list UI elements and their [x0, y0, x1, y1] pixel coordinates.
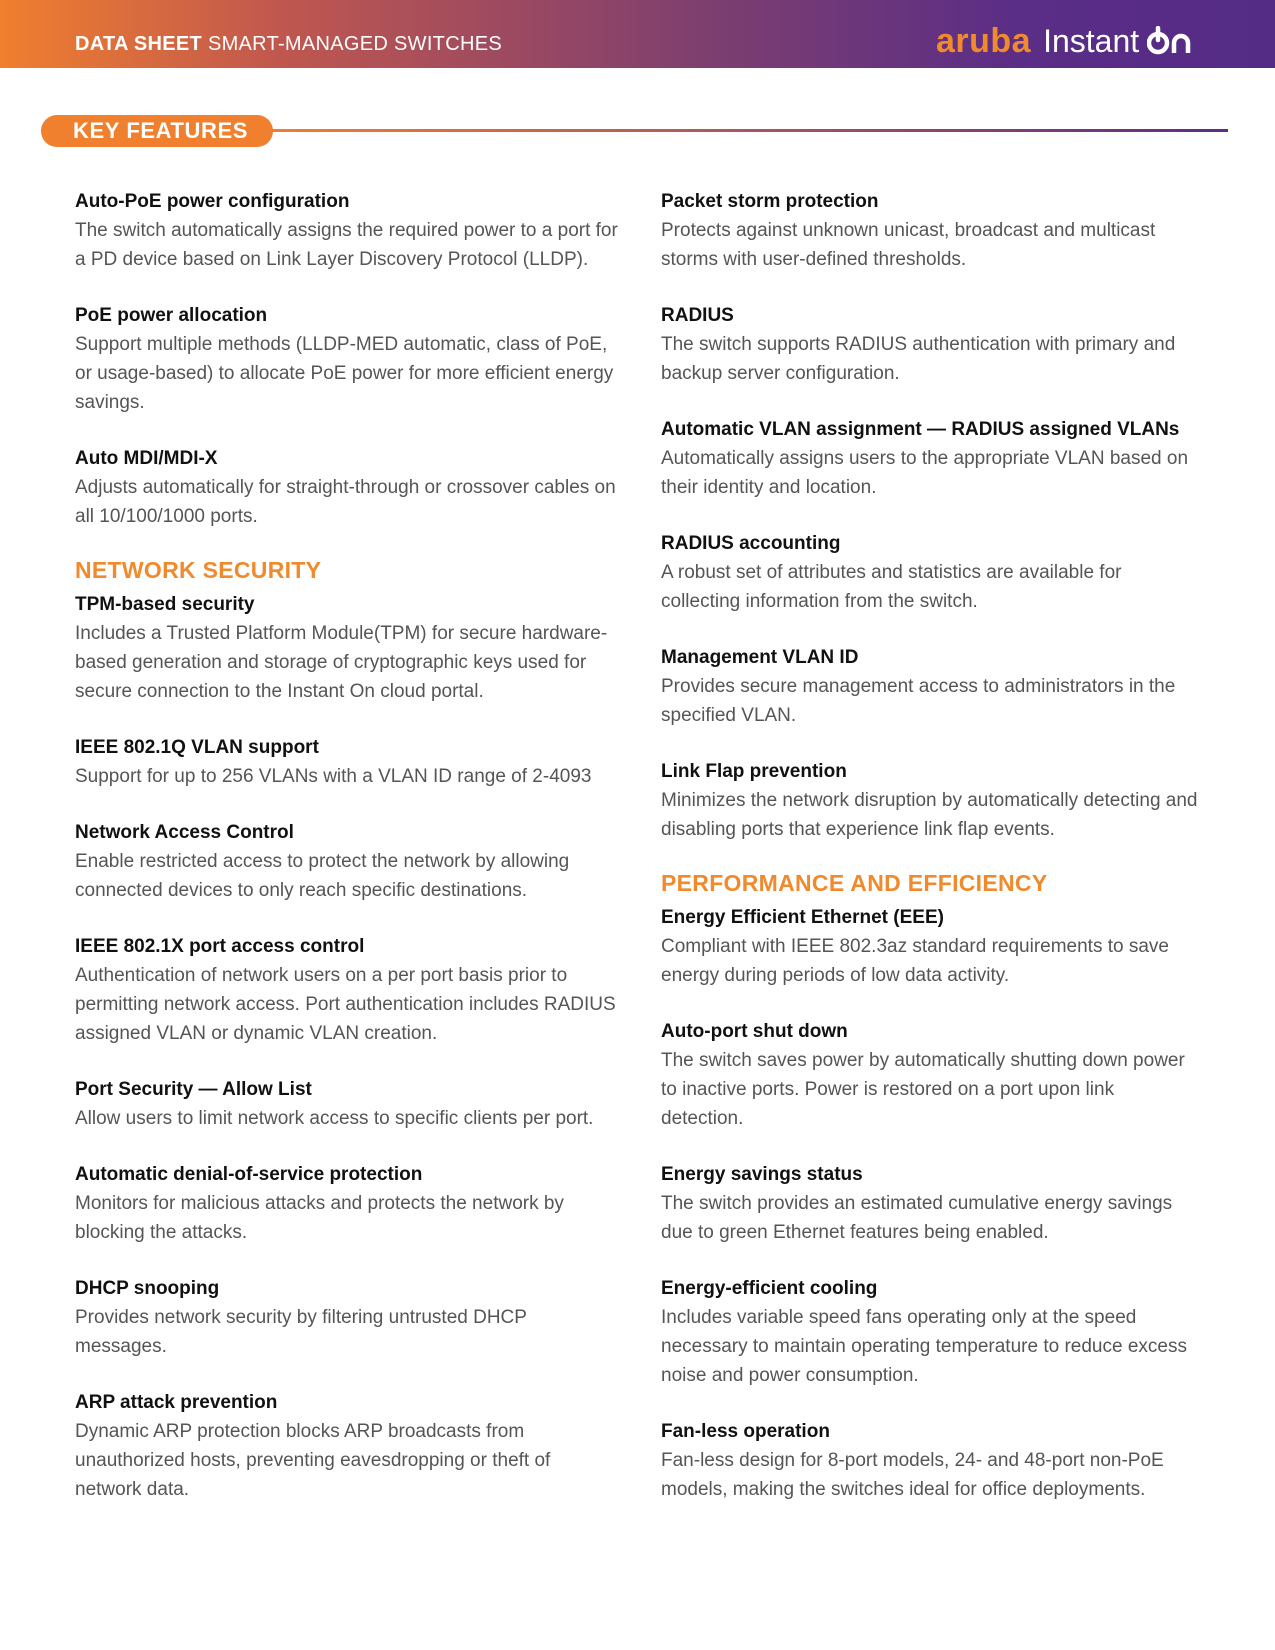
feature-description: Allow users to limit network access to specific clients per port. [75, 1108, 594, 1129]
feature-title: RADIUS [661, 305, 734, 326]
feature-title: Energy Efficient Ethernet (EEE) [661, 907, 944, 928]
feature-description: Provides network security by filtering untrusted DHCP messages. [75, 1307, 527, 1357]
feature-item [75, 1275, 620, 1361]
right-column [661, 188, 1201, 1532]
feature-description: Protects against unknown unicast, broadcast and multicast storms with user-defined thresholds. [661, 220, 1156, 270]
feature-item [661, 1418, 1201, 1504]
left-column [75, 188, 620, 1532]
feature-item [75, 1389, 620, 1504]
logo-on-mark-icon [1147, 26, 1193, 56]
feature-description: Compliant with IEEE 802.3az standard requirements to save energy during periods of low data activity. [661, 936, 1169, 986]
feature-title: Automatic VLAN assignment — RADIUS assigned VLANs [661, 419, 1180, 440]
feature-title: PoE power allocation [75, 305, 268, 326]
feature-title: Auto-port shut down [661, 1021, 848, 1042]
feature-description: Enable restricted access to protect the network by allowing connected devices to only reach specific destinations. [75, 851, 570, 901]
feature-title: DHCP snooping [75, 1278, 220, 1299]
feature-item [75, 1076, 620, 1133]
right-features-a [661, 188, 1201, 844]
feature-item [75, 445, 620, 531]
feature-item [661, 530, 1201, 616]
feature-description: Fan-less design for 8-port models, 24- and 48-port non-PoE models, making the switches ideal for office deployments. [661, 1450, 1164, 1500]
feature-description: Support multiple methods (LLDP-MED automatic, class of PoE, or usage-based) to allocate PoE power for more efficient energy savings. [75, 334, 614, 413]
logo-brand: aruba [936, 21, 1032, 60]
header-title [75, 33, 502, 56]
feature-title: Auto MDI/MDI-X [75, 448, 218, 469]
logo-product: Instant [1043, 22, 1140, 59]
feature-description: Authentication of network users on a per port basis prior to permitting network access. Port authentication includes RADIUS assigned VLAN or dynamic VLAN creation. [75, 965, 616, 1044]
feature-item [75, 933, 620, 1048]
feature-description: Includes variable speed fans operating only at the speed necessary to maintain operating temperature to reduce excess noise and power consumption. [661, 1307, 1187, 1386]
feature-description: Adjusts automatically for straight-through or crossover cables on all 10/100/1000 ports. [75, 477, 616, 527]
feature-description: Automatically assigns users to the appropriate VLAN based on their identity and location. [661, 448, 1189, 498]
feature-description: Support for up to 256 VLANs with a VLAN ID range of 2-4093 [75, 766, 592, 787]
feature-title: Auto-PoE power configuration [75, 191, 350, 212]
feature-item [661, 1161, 1201, 1247]
feature-description: The switch provides an estimated cumulative energy savings due to green Ethernet features being enabled. [661, 1193, 1173, 1243]
feature-title: Automatic denial-of-service protection [75, 1164, 423, 1185]
feature-description: A robust set of attributes and statistics are available for collecting information from the switch. [661, 562, 1122, 612]
feature-title: Fan-less operation [661, 1421, 830, 1442]
feature-item [75, 819, 620, 905]
key-features-rule [262, 129, 1228, 132]
feature-item [661, 644, 1201, 730]
feature-title: Packet storm protection [661, 191, 879, 212]
feature-description: Minimizes the network disruption by automatically detecting and disabling ports that experience link flap events. [661, 790, 1198, 840]
feature-description: Provides secure management access to administrators in the specified VLAN. [661, 676, 1176, 726]
page-header [0, 0, 1275, 68]
feature-item [75, 302, 620, 417]
section-heading-network-security: NETWORK SECURITY [75, 557, 322, 583]
feature-description: The switch saves power by automatically shutting down power to inactive ports. Power is restored on a port upon link detection. [661, 1050, 1185, 1129]
feature-title: Energy-efficient cooling [661, 1278, 878, 1299]
aruba-instant-on-logo [936, 21, 1193, 60]
feature-title: Management VLAN ID [661, 647, 859, 668]
feature-title: Link Flap prevention [661, 761, 847, 782]
feature-description: Includes a Trusted Platform Module(TPM) for secure hardware-based generation and storage of cryptographic keys used for secure connection to the Instant On cloud portal. [75, 623, 608, 702]
feature-item [75, 188, 620, 274]
feature-item [661, 302, 1201, 388]
key-features-label: KEY FEATURES [73, 118, 249, 143]
feature-item [661, 1018, 1201, 1133]
feature-title: Network Access Control [75, 822, 294, 843]
feature-description: The switch supports RADIUS authentication with primary and backup server configuration. [661, 334, 1176, 384]
feature-title: Energy savings status [661, 1164, 863, 1185]
feature-title: TPM-based security [75, 594, 255, 615]
section-heading-performance: PERFORMANCE AND EFFICIENCY [661, 870, 1048, 896]
left-features-a [75, 188, 620, 531]
feature-description: Dynamic ARP protection blocks ARP broadcasts from unauthorized hosts, preventing eavesdropping or theft of network data. [75, 1421, 551, 1500]
feature-item [661, 416, 1201, 502]
feature-description: The switch automatically assigns the required power to a port for a PD device based on Link Layer Discovery Protocol (LLDP). [75, 220, 618, 270]
feature-item [661, 758, 1201, 844]
feature-item [75, 591, 620, 706]
feature-item [661, 1275, 1201, 1390]
feature-title: Port Security — Allow List [75, 1079, 312, 1100]
feature-item [75, 1161, 620, 1247]
right-features-b [661, 904, 1201, 1504]
feature-title: IEEE 802.1Q VLAN support [75, 737, 319, 758]
feature-description: Monitors for malicious attacks and protects the network by blocking the attacks. [75, 1193, 564, 1243]
feature-title: IEEE 802.1X port access control [75, 936, 365, 957]
feature-item [75, 734, 620, 791]
feature-item [661, 904, 1201, 990]
feature-title: RADIUS accounting [661, 533, 841, 554]
feature-title: ARP attack prevention [75, 1392, 278, 1413]
header-title-bold: DATA SHEET [75, 33, 203, 55]
feature-item [661, 188, 1201, 274]
left-features-b [75, 591, 620, 1504]
header-title-rest: SMART-MANAGED SWITCHES [207, 33, 502, 55]
